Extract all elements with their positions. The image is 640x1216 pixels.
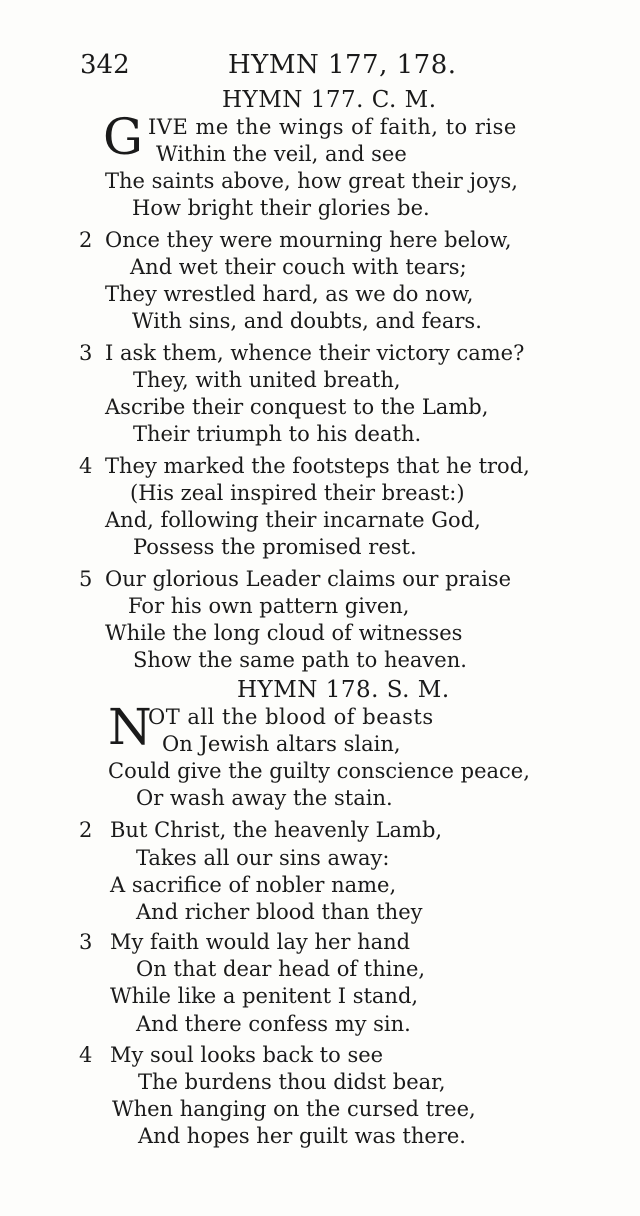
running-title: HYMN 177, 178. bbox=[228, 50, 457, 80]
verse-line: A sacrifice of nobler name, bbox=[110, 873, 397, 897]
verse-line: Within the veil, and see bbox=[156, 142, 407, 166]
verse-line: Show the same path to heaven. bbox=[133, 648, 467, 672]
verse-line: And, following their incarnate God, bbox=[105, 508, 481, 532]
verse-line: While the long cloud of witnesses bbox=[105, 621, 463, 645]
verse-line: My faith would lay her hand bbox=[110, 930, 411, 954]
stanza-number: 4 bbox=[79, 454, 93, 478]
verse-line: Our glorious Leader claims our praise bbox=[105, 567, 511, 591]
verse-line: On that dear head of thine, bbox=[136, 957, 426, 981]
verse-line: When hanging on the cursed tree, bbox=[112, 1097, 476, 1121]
running-head bbox=[80, 48, 580, 82]
verse-line: With sins, and doubts, and fears. bbox=[132, 309, 482, 333]
hymn-177-drop-cap: G bbox=[103, 108, 143, 166]
verse-line: And richer blood than they bbox=[136, 900, 423, 924]
page-number: 342 bbox=[80, 50, 130, 80]
stanza-number: 2 bbox=[79, 818, 93, 842]
verse-line: Could give the guilty conscience peace, bbox=[108, 759, 530, 783]
hymn-178-heading: HYMN 178. S. M. bbox=[237, 677, 450, 703]
verse-line: How bright their glories be. bbox=[132, 196, 430, 220]
verse-line: I ask them, whence their victory came? bbox=[105, 341, 525, 365]
verse-line: And there confess my sin. bbox=[136, 1012, 411, 1036]
verse-line: And wet their couch with tears; bbox=[130, 255, 467, 279]
verse-line: The saints above, how great their joys, bbox=[105, 169, 518, 193]
hymn-178-drop-cap: N bbox=[108, 698, 152, 756]
verse-line: Possess the promised rest. bbox=[133, 535, 417, 559]
stanza-number: 4 bbox=[79, 1043, 93, 1067]
stanza-number: 3 bbox=[79, 341, 93, 365]
stanza-number: 2 bbox=[79, 228, 93, 252]
verse-line: They marked the footsteps that he trod, bbox=[105, 454, 530, 478]
hymn-177-heading: HYMN 177. C. M. bbox=[222, 87, 437, 113]
verse-line: Takes all our sins away: bbox=[136, 846, 390, 870]
stanza-number: 3 bbox=[79, 930, 93, 954]
stanza-number: 5 bbox=[79, 567, 93, 591]
verse-line: Once they were mourning here below, bbox=[105, 228, 512, 252]
verse-line: Ascribe their conquest to the Lamb, bbox=[105, 395, 489, 419]
verse-line: They wrestled hard, as we do now, bbox=[105, 282, 474, 306]
verse-line: And hopes her guilt was there. bbox=[138, 1124, 466, 1148]
verse-line: My soul looks back to see bbox=[110, 1043, 384, 1067]
verse-line: For his own pattern given, bbox=[128, 594, 410, 618]
hymn-178-first-line: OT all the blood of beasts bbox=[148, 705, 434, 729]
hymn-177-first-line: IVE me the wings of faith, to rise bbox=[148, 115, 517, 139]
verse-line: (His zeal inspired their breast:) bbox=[130, 481, 465, 505]
verse-line: They, with united breath, bbox=[133, 368, 401, 392]
verse-line: While like a penitent I stand, bbox=[110, 984, 419, 1008]
verse-line: Or wash away the stain. bbox=[136, 786, 393, 810]
verse-line: The burdens thou didst bear, bbox=[138, 1070, 446, 1094]
verse-line: On Jewish altars slain, bbox=[162, 732, 401, 756]
verse-line: Their triumph to his death. bbox=[133, 422, 422, 446]
verse-line: But Christ, the heavenly Lamb, bbox=[110, 818, 443, 842]
